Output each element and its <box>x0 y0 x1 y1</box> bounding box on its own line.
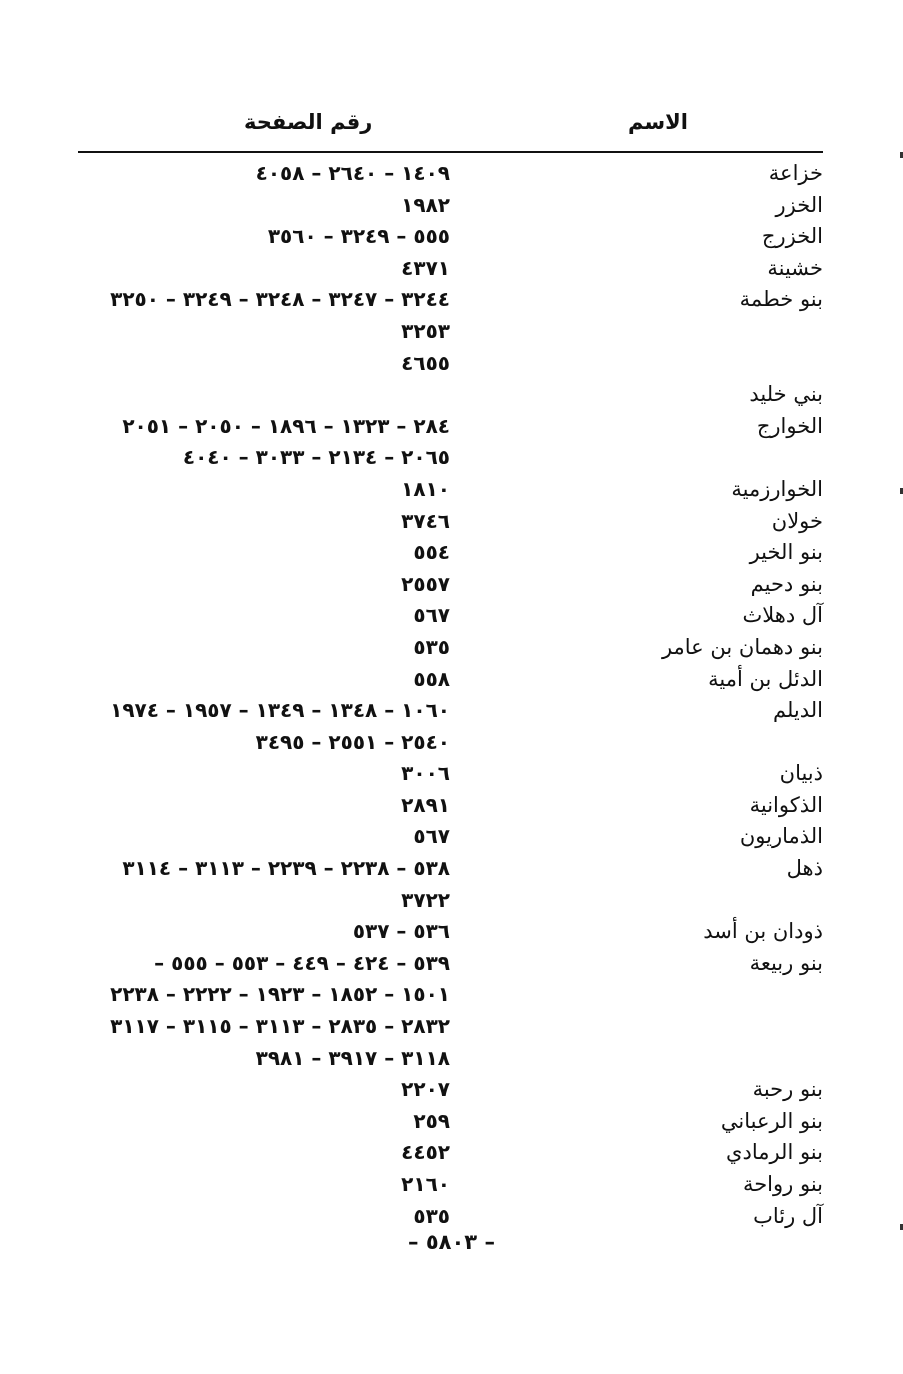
entry-page-numbers: ١٨١٠ <box>401 476 450 501</box>
index-row <box>0 316 903 348</box>
entry-page-numbers: ٥٦٧ <box>413 824 450 849</box>
entry-page-numbers: ٥٣٨ – ٢٢٣٨ – ٢٢٣٩ – ٣١١٣ – ٣١١٤ <box>122 856 450 881</box>
index-row <box>0 695 903 727</box>
index-row <box>0 537 903 569</box>
entry-page-numbers: ٢٨٤ – ١٣٢٣ – ١٨٩٦ – ٢٠٥٠ – ٢٠٥١ <box>122 413 450 438</box>
entry-page-numbers: ٤٤٥٢ <box>401 1140 450 1165</box>
index-row <box>0 379 903 411</box>
index-row <box>0 348 903 380</box>
column-header-name: الاسم <box>628 110 688 134</box>
column-header-page-number: رقم الصفحة <box>244 110 373 134</box>
index-row <box>0 253 903 285</box>
entry-page-numbers: ٢٨٩١ <box>401 792 450 817</box>
index-row <box>0 727 903 759</box>
index-row <box>0 821 903 853</box>
entry-name: الديلم <box>772 698 823 723</box>
index-row <box>0 1043 903 1075</box>
index-row <box>0 790 903 822</box>
entry-page-numbers: ٣٢٤٤ – ٣٢٤٧ – ٣٢٤٨ – ٣٢٤٩ – ٣٢٥٠ <box>110 287 450 312</box>
entry-name: بنو دحيم <box>750 571 823 596</box>
entry-name: ذهل <box>786 856 823 881</box>
entry-name: بنو الرمادي <box>726 1140 823 1165</box>
entry-page-numbers: ٣٧٤٦ <box>401 508 450 533</box>
entry-name: بنو الرعباني <box>720 1108 823 1133</box>
index-row <box>0 632 903 664</box>
entry-page-numbers: ٥٣٥ <box>413 1203 450 1228</box>
entry-name: الخزرج <box>761 224 823 249</box>
entry-page-numbers: ١٠٦٠ – ١٣٤٨ – ١٣٤٩ – ١٩٥٧ – ١٩٧٤ <box>110 698 450 723</box>
entry-name: الدئل بن أمية <box>708 666 823 691</box>
entry-name: بنو دهمان بن عامر <box>661 634 823 659</box>
index-row <box>0 221 903 253</box>
entry-name: آل دهلاث <box>742 603 823 628</box>
entry-page-numbers: ٢٢٠٧ <box>401 1077 450 1102</box>
entry-page-numbers: ٢٨٣٢ – ٢٨٣٥ – ٣١١٣ – ٣١١٥ – ٣١١٧ <box>110 1014 450 1039</box>
index-row <box>0 1074 903 1106</box>
entry-name: بنو خطمة <box>739 287 823 312</box>
index-row <box>0 1169 903 1201</box>
entry-page-numbers: ٥٥٥ – ٣٢٤٩ – ٣٥٦٠ <box>267 224 450 249</box>
entry-page-numbers: ٥٦٧ <box>413 603 450 628</box>
index-row <box>0 284 903 316</box>
entry-name: بنو ربيعة <box>749 950 823 975</box>
entry-name: الخوارزمية <box>731 476 823 501</box>
index-row <box>0 916 903 948</box>
entry-page-numbers: ٣١١٨ – ٣٩١٧ – ٣٩٨١ <box>255 1045 450 1070</box>
entry-page-numbers: ١٥٠١ – ١٨٥٢ – ١٩٢٣ – ٢٢٢٢ – ٢٢٣٨ <box>110 982 450 1007</box>
index-row <box>0 1201 903 1233</box>
index-row <box>0 474 903 506</box>
entry-page-numbers: ٣٧٢٢ <box>401 887 450 912</box>
entry-name: ذبيان <box>779 761 823 786</box>
index-row <box>0 664 903 696</box>
index-row <box>0 411 903 443</box>
index-row <box>0 948 903 980</box>
entry-name: خزاعة <box>768 161 823 185</box>
index-row <box>0 506 903 538</box>
entry-name: خشينة <box>767 255 823 280</box>
entry-page-numbers: ٢٥٥٧ <box>401 571 450 596</box>
entry-name: الذماريون <box>739 824 823 849</box>
index-row <box>0 885 903 917</box>
entry-name: آل رئاب <box>753 1203 823 1228</box>
entry-page-numbers: ٢٥٩ <box>413 1108 450 1133</box>
entry-page-numbers: ٣٢٥٣ <box>401 318 450 343</box>
entry-name: ذودان بن أسد <box>703 919 823 944</box>
entry-page-numbers: ٥٣٥ <box>413 634 450 659</box>
entry-page-numbers: ٥٣٦ – ٥٣٧ <box>352 919 450 944</box>
entry-name: بنو رحبة <box>752 1077 823 1102</box>
entry-name: الذكوانية <box>749 792 823 817</box>
index-row <box>0 600 903 632</box>
entry-page-numbers: ٢٥٤٠ – ٢٥٥١ – ٣٤٩٥ <box>255 729 450 754</box>
entry-page-numbers: ٤٣٧١ <box>401 255 450 280</box>
index-row <box>0 1011 903 1043</box>
entry-page-numbers: ٣٠٠٦ <box>401 761 450 786</box>
entry-page-numbers: ٢٠٦٥ – ٢١٣٤ – ٣٠٣٣ – ٤٠٤٠ <box>182 445 450 470</box>
entry-page-numbers: ٥٣٩ – ٤٢٤ – ٤٤٩ – ٥٥٣ – ٥٥٥ – <box>154 950 450 975</box>
entry-name: خولان <box>771 508 823 533</box>
index-row <box>0 758 903 790</box>
index-row <box>0 853 903 885</box>
entry-page-numbers: ٤٦٥٥ <box>401 350 450 375</box>
index-row <box>0 442 903 474</box>
index-row <box>0 1137 903 1169</box>
index-row <box>0 190 903 222</box>
header-divider <box>78 151 823 153</box>
entry-page-numbers: ١٤٠٩ – ٢٦٤٠ – ٤٠٥٨ <box>255 161 450 185</box>
entry-page-numbers: ٢١٦٠ <box>401 1172 450 1196</box>
entry-page-numbers: ٥٥٤ <box>413 540 450 565</box>
entry-name: بنو الخير <box>749 540 823 565</box>
entry-name: الخزر <box>775 192 823 217</box>
index-row <box>0 979 903 1011</box>
index-row <box>0 158 903 190</box>
entry-page-numbers: ١٩٨٢ <box>401 192 450 217</box>
entry-name: بنو رواحة <box>742 1172 823 1196</box>
index-table <box>0 158 903 1232</box>
index-row <box>0 1106 903 1138</box>
entry-page-numbers: ٥٥٨ <box>413 666 450 691</box>
page-number: – ٥٨٠٣ – <box>408 1230 495 1254</box>
entry-name: الخوارج <box>756 413 823 438</box>
index-row <box>0 569 903 601</box>
entry-name: بني خليد <box>749 382 823 407</box>
